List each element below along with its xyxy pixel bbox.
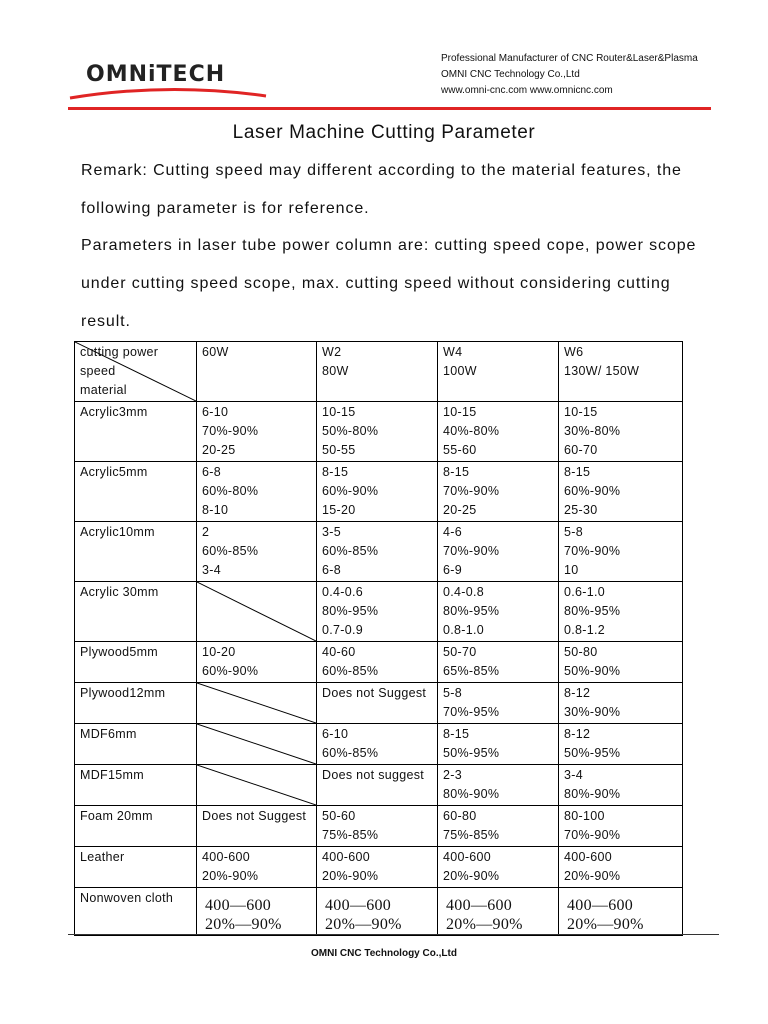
- cell-line: 6-9: [443, 563, 462, 577]
- parameter-cell: [197, 847, 317, 888]
- not-applicable-cell: [197, 582, 317, 642]
- cell-line: 15-20: [322, 503, 356, 517]
- material-cell: MDF6mm: [75, 724, 197, 765]
- cell-line: 2-3: [443, 768, 462, 782]
- not-applicable-cell: [197, 724, 317, 765]
- cell-line: 60%-90%: [202, 664, 259, 678]
- cell-line: 60W: [202, 345, 229, 359]
- table-row: [75, 683, 683, 724]
- parameter-cell: [197, 522, 317, 582]
- power-column-header: [197, 342, 317, 402]
- cell-line: 30%-90%: [564, 705, 621, 719]
- material-cell: Leather: [75, 847, 197, 888]
- cell-line: 400-600: [564, 850, 612, 864]
- parameter-cell: [438, 683, 559, 724]
- parameter-cell: [317, 462, 438, 522]
- diagonal-line: [197, 765, 316, 805]
- cell-line: 3-5: [322, 525, 341, 539]
- corner-header-cell: [75, 342, 197, 402]
- cell-line: 400—600: [446, 897, 513, 914]
- cell-line: 0.6-1.0: [564, 585, 606, 599]
- parameter-table: [74, 341, 683, 936]
- cell-line: 400—600: [325, 897, 392, 914]
- material-cell: Acrylic5mm: [75, 462, 197, 522]
- material-cell: MDF15mm: [75, 765, 197, 806]
- parameter-cell: [197, 806, 317, 847]
- parameters-paragraph: Parameters in laser tube power column are: cutting speed cope, power scope under cutting speed scope, max. cutting speed without considering cutting result.: [81, 237, 697, 330]
- diagonal-line: [197, 582, 316, 641]
- cell-line: Does not Suggest: [202, 809, 307, 823]
- cell-line: 50%-95%: [443, 746, 500, 760]
- material-cell: Acrylic 30mm: [75, 582, 197, 642]
- table-row: [75, 402, 683, 462]
- material-cell: Acrylic3mm: [75, 402, 197, 462]
- cell-line: Does not Suggest: [322, 686, 427, 700]
- parameter-cell: [197, 642, 317, 683]
- power-column-header: [317, 342, 438, 402]
- cell-line: 20%—90%: [325, 916, 402, 933]
- parameter-cell: [438, 806, 559, 847]
- cell-line: 0.8-1.0: [443, 623, 485, 637]
- parameter-cell: [317, 724, 438, 765]
- logo-text: OMNiTECH: [86, 62, 226, 87]
- cell-line: 40%-80%: [443, 424, 500, 438]
- cell-line: 8-12: [564, 727, 591, 741]
- material-cell: Acrylic10mm: [75, 522, 197, 582]
- cell-line: 50-70: [443, 645, 477, 659]
- table-row: [75, 765, 683, 806]
- cell-line: 40-60: [322, 645, 356, 659]
- cell-line: 20-25: [443, 503, 477, 517]
- parameter-cell: [317, 847, 438, 888]
- cell-line: 65%-85%: [443, 664, 500, 678]
- parameter-cell: [438, 402, 559, 462]
- cell-line: 60-80: [443, 809, 477, 823]
- parameter-cell: [559, 888, 683, 936]
- diagonal-line: [197, 683, 316, 723]
- cell-line: 0.4-0.8: [443, 585, 485, 599]
- parameter-cell: [438, 724, 559, 765]
- cell-line: 80%-90%: [443, 787, 500, 801]
- parameter-cell: [559, 582, 683, 642]
- cell-line: 8-10: [202, 503, 229, 517]
- material-cell: Foam 20mm: [75, 806, 197, 847]
- cell-line: 10: [564, 563, 579, 577]
- material-cell: Nonwoven cloth: [75, 888, 197, 936]
- cell-line: 20%—90%: [567, 916, 644, 933]
- not-applicable-cell: [197, 765, 317, 806]
- table-row: [75, 888, 683, 936]
- cell-line: W6: [564, 345, 584, 359]
- cell-line: 4-6: [443, 525, 462, 539]
- cell-line: 70%-90%: [443, 544, 500, 558]
- material-cell: Plywood5mm: [75, 642, 197, 683]
- cell-line: 70%-90%: [202, 424, 259, 438]
- cell-line: 3-4: [564, 768, 583, 782]
- footer-divider: [68, 934, 719, 935]
- parameter-cell: [559, 806, 683, 847]
- cell-line: 400—600: [205, 897, 272, 914]
- parameter-cell: [317, 683, 438, 724]
- parameter-cell: [317, 765, 438, 806]
- cell-line: 30%-80%: [564, 424, 621, 438]
- cell-line: 400-600: [322, 850, 370, 864]
- parameter-cell: [438, 582, 559, 642]
- parameter-cell: [317, 522, 438, 582]
- cell-line: 8-15: [322, 465, 349, 479]
- cell-line: 400-600: [202, 850, 250, 864]
- not-applicable-cell: [197, 683, 317, 724]
- company-websites: www.omni-cnc.com www.omnicnc.com: [441, 85, 613, 96]
- table-row: [75, 847, 683, 888]
- cell-line: 6-10: [202, 405, 229, 419]
- parameter-cell: [559, 765, 683, 806]
- cell-line: 20%—90%: [205, 916, 282, 933]
- cell-line: 55-60: [443, 443, 477, 457]
- cell-line: 400-600: [443, 850, 491, 864]
- cell-line: 20%-90%: [564, 869, 621, 883]
- cell-line: 75%-85%: [322, 828, 379, 842]
- header-divider: [68, 107, 711, 110]
- cell-line: 10-20: [202, 645, 236, 659]
- parameter-cell: [317, 806, 438, 847]
- cell-line: 50%-90%: [564, 664, 621, 678]
- cell-line: 10-15: [322, 405, 356, 419]
- power-column-header: [438, 342, 559, 402]
- cell-line: 80%-95%: [564, 604, 621, 618]
- cell-line: 6-10: [322, 727, 349, 741]
- cell-line: 60%-85%: [322, 746, 379, 760]
- cell-line: 8-15: [443, 465, 470, 479]
- parameter-cell: [559, 402, 683, 462]
- cell-line: 10-15: [564, 405, 598, 419]
- parameter-cell: [559, 642, 683, 683]
- parameter-cell: [438, 847, 559, 888]
- cell-line: 80%-90%: [564, 787, 621, 801]
- table-row: [75, 724, 683, 765]
- cell-line: 50%-95%: [564, 746, 621, 760]
- cell-line: 20%-90%: [443, 869, 500, 883]
- cell-line: Does not suggest: [322, 768, 425, 782]
- table-row: [75, 462, 683, 522]
- parameter-cell: [317, 642, 438, 683]
- parameter-cell: [317, 582, 438, 642]
- cell-line: 60%-85%: [202, 544, 259, 558]
- parameter-cell: [559, 522, 683, 582]
- table-row: [75, 642, 683, 683]
- parameter-cell: [438, 765, 559, 806]
- parameter-cell: [438, 888, 559, 936]
- cell-line: speed: [80, 364, 116, 378]
- cell-line: 60%-85%: [322, 544, 379, 558]
- cell-line: 20-25: [202, 443, 236, 457]
- cell-line: 50-80: [564, 645, 598, 659]
- cell-line: 20%-90%: [202, 869, 259, 883]
- cell-line: 2: [202, 525, 210, 539]
- diagonal-line: [197, 724, 316, 764]
- parameter-cell: [559, 847, 683, 888]
- page-title: Laser Machine Cutting Parameter: [232, 122, 536, 143]
- company-tagline: Professional Manufacturer of CNC Router&Laser&Plasma: [441, 53, 698, 64]
- cell-line: 50-60: [322, 809, 356, 823]
- cell-line: 20%-90%: [322, 869, 379, 883]
- cell-line: 50%-80%: [322, 424, 379, 438]
- parameter-cell: [559, 462, 683, 522]
- cell-line: 70%-90%: [443, 484, 500, 498]
- cell-line: 100W: [443, 364, 477, 378]
- cell-line: 60%-85%: [322, 664, 379, 678]
- cell-line: 80W: [322, 364, 349, 378]
- cell-line: 8-12: [564, 686, 591, 700]
- remark-paragraph: Remark: Cutting speed may different according to the material features, the following parameter is for reference.: [81, 162, 682, 217]
- cell-line: material: [80, 383, 127, 397]
- diagonal-line: [75, 342, 196, 401]
- cell-line: 400—600: [567, 897, 634, 914]
- company-logo: [68, 60, 268, 102]
- cell-line: 60%-90%: [322, 484, 379, 498]
- cell-line: 80%-95%: [443, 604, 500, 618]
- cell-line: 60-70: [564, 443, 598, 457]
- cell-line: 3-4: [202, 563, 221, 577]
- cell-line: W2: [322, 345, 342, 359]
- cell-line: 5-8: [564, 525, 583, 539]
- material-cell: Plywood12mm: [75, 683, 197, 724]
- cell-line: 70%-90%: [564, 544, 621, 558]
- table-row: [75, 582, 683, 642]
- parameter-cell: [559, 683, 683, 724]
- cell-line: 80-100: [564, 809, 605, 823]
- cell-line: 70%-95%: [443, 705, 500, 719]
- power-column-header: [559, 342, 683, 402]
- cell-line: 8-15: [443, 727, 470, 741]
- cell-line: 5-8: [443, 686, 462, 700]
- company-info: [441, 51, 698, 99]
- parameter-cell: [438, 462, 559, 522]
- parameter-cell: [197, 888, 317, 936]
- cell-line: 6-8: [322, 563, 341, 577]
- cell-line: 70%-90%: [564, 828, 621, 842]
- cell-line: 0.7-0.9: [322, 623, 364, 637]
- cell-line: 130W/ 150W: [564, 364, 640, 378]
- cell-line: 6-8: [202, 465, 221, 479]
- cell-line: 50-55: [322, 443, 356, 457]
- cell-line: 0.4-0.6: [322, 585, 364, 599]
- parameter-cell: [559, 724, 683, 765]
- table-row: [75, 806, 683, 847]
- cell-line: 75%-85%: [443, 828, 500, 842]
- parameter-cell: [197, 462, 317, 522]
- footer-company: OMNI CNC Technology Co.,Ltd: [311, 948, 457, 959]
- cell-line: 10-15: [443, 405, 477, 419]
- cell-line: 60%-80%: [202, 484, 259, 498]
- parameter-cell: [438, 642, 559, 683]
- parameter-cell: [317, 888, 438, 936]
- cell-line: 8-15: [564, 465, 591, 479]
- cell-line: 25-30: [564, 503, 598, 517]
- parameter-cell: [438, 522, 559, 582]
- cell-line: 0.8-1.2: [564, 623, 606, 637]
- parameter-cell: [317, 402, 438, 462]
- cell-line: 80%-95%: [322, 604, 379, 618]
- company-name: OMNI CNC Technology Co.,Ltd: [441, 69, 580, 80]
- cell-line: 60%-90%: [564, 484, 621, 498]
- cell-line: 20%—90%: [446, 916, 523, 933]
- cell-line: W4: [443, 345, 463, 359]
- parameter-cell: [197, 402, 317, 462]
- table-row: [75, 522, 683, 582]
- cell-line: cutting power: [80, 345, 159, 359]
- table-header-row: [75, 342, 683, 402]
